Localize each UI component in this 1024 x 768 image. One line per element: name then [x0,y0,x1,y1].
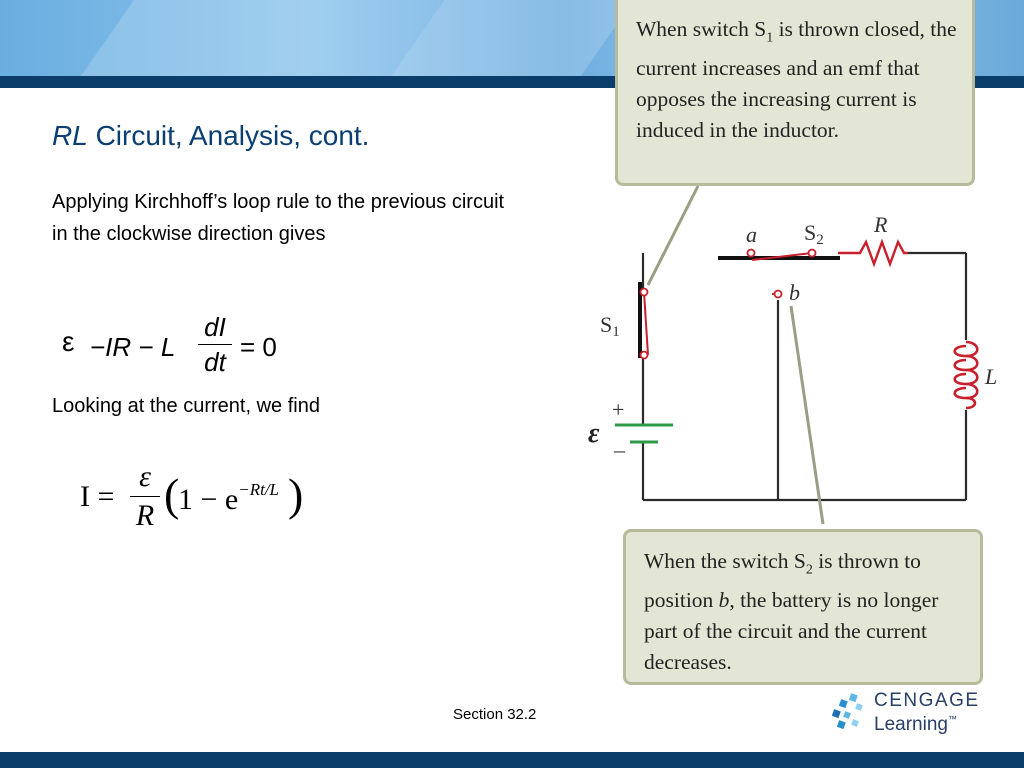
label-plus: + [612,397,625,422]
emf-symbol: ε [62,326,75,357]
emf-over-r-fraction [130,460,160,533]
label-b: b [789,280,800,305]
equation-rhs: = 0 [240,332,277,362]
equation-lhs: I = [80,480,115,513]
slide-title [52,120,369,152]
fraction-bar [130,496,160,497]
label-emf: ε [588,418,600,449]
current-paragraph: Looking at the current, we find [52,395,320,417]
exponent: −Rt/L [238,480,279,499]
label-r: R [874,212,888,237]
equation-lhs: −IR − L [90,332,176,362]
logo-word-learning: Learning™ [874,714,957,735]
kirchhoff-equation [62,312,322,386]
callout-pointer-top [648,186,698,285]
terminal-a [748,250,755,257]
label-s2: S2 [804,220,824,248]
label-a: a [746,222,757,247]
fraction-denominator: dt [204,347,226,377]
terminal-s1-bottom [641,352,648,359]
terminal-b [775,291,782,298]
title-rest: Circuit, Analysis, cont. [87,120,370,151]
inductor [955,342,978,408]
fraction-numerator: dI [204,312,226,342]
label-s1: S1 [600,312,620,340]
switch-s1-blade [644,292,648,355]
label-minus: – [614,437,625,462]
fraction-numerator: ε [139,460,151,493]
resistor [838,242,908,264]
cengage-mark-icon [830,692,872,734]
cengage-logo [830,690,990,740]
open-paren: ( [164,469,180,520]
current-equation [80,460,320,540]
derivative-fraction [198,312,232,377]
rl-circuit-diagram [580,180,1024,540]
terminal-s1-top [641,289,648,296]
label-l: L [985,364,998,389]
exponential-base: 1 − e [178,483,239,516]
exponential-term [178,480,279,517]
title-italic: RL [52,120,88,151]
footer-band [0,752,1024,768]
kirchhoff-paragraph: Applying Kirchhoff’s loop rule to the previous circuit in the clockwise direction gives [52,191,505,245]
section-label: Section 32.2 [453,706,537,723]
callout-switch-s2: When the switch $S_2$ is thrown to position b, the battery is no longer part of the circuit and the current decreases. [623,529,983,685]
callout-pointer-bottom [791,306,823,524]
close-paren: ) [288,469,304,520]
fraction-bar [198,344,232,345]
callout-switch-s1: When switch $S_1$ is thrown closed, the current increases and an emf that opposes the increasing current is induced in the inductor. [615,0,975,186]
logo-word-cengage: CENGAGE [874,690,980,711]
terminal-s2 [809,250,816,257]
fraction-denominator: R [135,499,155,532]
